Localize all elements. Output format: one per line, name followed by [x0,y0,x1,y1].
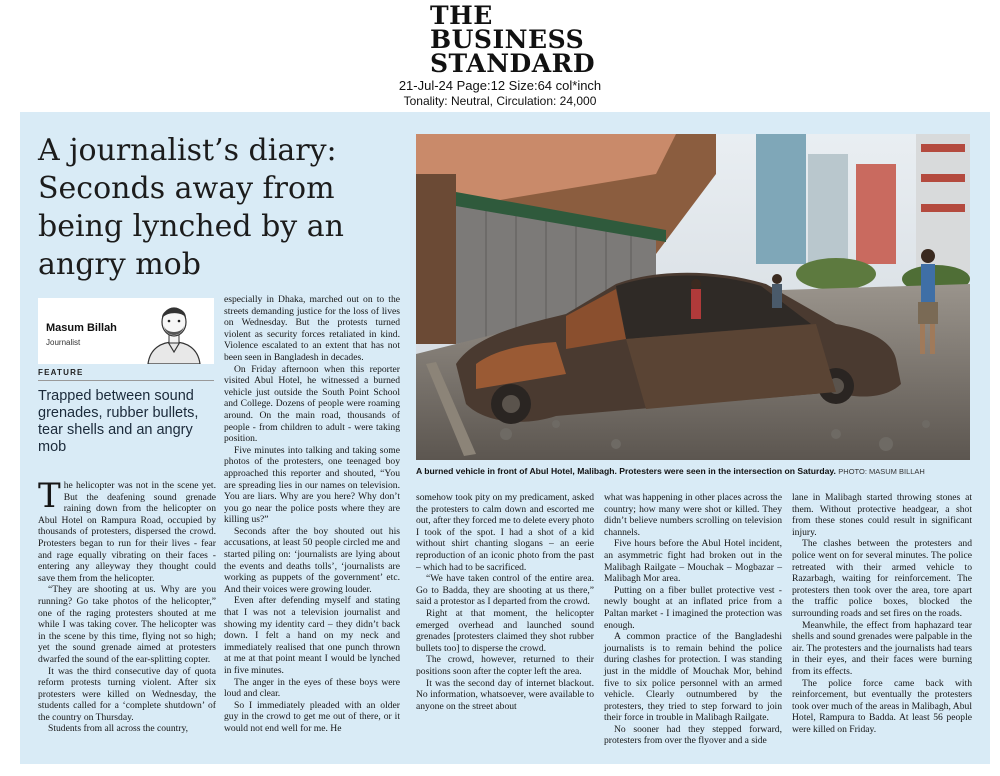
paragraph: what was happening in other places across the country; how many were shot or killed. They didn’t believe numbers scrolling on television channels. [604,492,782,538]
paragraph: Five minutes into talking and taking some photos of the protesters, one teenaged boy approached this reporter and shouted, “You are spreading lies in our names on television. You are liars. Why are you here? Why don’t you go near the police posts where they are killing us?” [224,444,400,526]
paragraph: The crowd, however, returned to their positions soon after the copter left the area. [416,654,594,677]
paragraph: Seconds after the boy shouted out his accusations, at least 50 people circled me and started piling on: ‘journalists are lying about the events and deaths tolls’, ‘journalists are working as puppets of the government’ etc. And their voices were growing louder. [224,525,400,595]
paragraph [38,476,216,584]
caption-text: A burned vehicle in front of Abul Hotel, Malibagh. Protesters were seen in the intersection on Saturday. [416,466,836,476]
body-column-4 [604,492,782,747]
author-box [38,298,214,364]
paragraph: Even after defending myself and stating that I was not a television journalist and showing my identity card – they didn’t back down. I felt a hand on my neck and immediately realised that one punch thrown at me at that point meant I would be lynched in five minutes. [224,595,400,676]
headline: A journalist’s diary: Seconds away from being lynched by an angry mob [38,133,344,282]
paragraph: The anger in the eyes of these boys were loud and clear. [224,676,400,700]
paragraph: On Friday afternoon when this reporter visited Abul Hotel, he witnessed a burned vehicle just outside the South Point School and College. Dozens of people were roaming around. On the main road, thousands of people - from children to adult - were taking position. [224,363,400,445]
paragraph: The clashes between the protesters and police went on for several minutes. The police retreated with their armed vehicle to Razarbagh, waiting for reinforcement. The protesters then took over the area, tore apart the traffic police boxes, blocked the surrounding roads and set fires on the roads. [792,538,972,619]
paragraph: Meanwhile, the effect from haphazard tear shells and sound grenades were palpable in the air. The protesters and the journalists had tears in their eyes, and their faces were burning from its effects. [792,619,972,677]
paragraph: It was the second day of internet blackout. No information, whatsoever, were available to anyone on the street about [416,677,594,712]
drop-cap: T [38,476,61,516]
paragraph: somehow took pity on my predicament, asked the protesters to calm down and escorted me out, after they forced me to delete every photo I took of the spot. I had a shot of a kid without shirt chanting slogans – an eerie reproduction of an iconic photo from the past – which had to be sacrificed. [416,492,594,573]
body-column-1 [38,476,216,735]
paragraph: Right at that moment, the helicopter emerged overhead and launched sound grenades [protesters claimed they shot rubber bullets too] to disperse the crowd. [416,607,594,654]
paragraph: Students from all across the country, [48,723,189,735]
clip-meta-tonality: Tonality: Neutral, Circulation: 24,000 [403,94,597,108]
photo-credit: PHOTO: MASUM BILLAH [838,467,925,476]
newspaper-logo [430,1,596,78]
paragraph: The police force came back with reinforcement, but eventually the protesters took over much of the areas in Malibagh, Abul Hotel, Rampura to Badda. At least 56 people were killed on Friday. [792,677,972,735]
body-column-5 [792,492,972,735]
paragraph: It was the third consecutive day of quota reform protests turning violent. After six protesters were killed on Wednesday, the students called for a ‘complete shutdown’ of the country on Thursday. [38,665,216,723]
logo-line-2: BUSINESS [430,25,585,54]
author-role: Journalist [46,338,81,347]
paragraph: Putting on a fiber bullet protective vest - newly bought at an inflated price from a Paltan market - I imagined the protection was enough. [604,584,782,631]
logo-line-1: THE [430,1,493,30]
paragraph: lane in Malibagh started throwing stones at them. Without protective headgear, a shot from these stones could result in significant injury. [792,492,972,538]
paragraph: Five hours before the Abul Hotel incident, an asymmetric fight had broken out in the Malibagh Railgate – Mouchak – Mogbazar – Malibagh Mor area. [604,538,782,585]
burned-vehicle-photo [416,134,970,460]
paragraph: No sooner had they stepped forward, protesters from over the flyover and a side [604,723,782,747]
author-name: Masum Billah [46,322,117,334]
photo-caption [416,466,976,477]
paragraph-text: he helicopter was not in the scene yet. But the deafening sound grenade raining down from the helicopter on Abul Hotel on Rampura Road, occupied by thousands of protesters, dispersed the crowd. Protesters began to run for their lives - fear and rage equally vibrating on their faces - entering any alleyway they thought could save them from the helicopter. [38,480,216,584]
body-column-2 [224,294,400,735]
masthead [0,0,1000,110]
paragraph: especially in Dhaka, marched out on to the streets demanding justice for the loss of lives on Wednesday. But the protests turned violent as security forces retaliated in kind. Violence escalated to an extent that has not been seen in Bangladesh in decades. [224,294,400,363]
paragraph: “We have taken control of the entire area. Go to Badda, they are shooting at us there,” said a protestor as I departed from the crowd. [416,573,594,608]
clip-meta-date: 21-Jul-24 Page:12 Size:64 col*inch [398,78,602,93]
paragraph: So I immediately pleaded with an older guy in the crowd to get me out of there, or it would not end well for me. He [224,699,400,734]
section-label: FEATURE [38,368,84,377]
section-divider [38,380,214,381]
paragraph: A common practice of the Bangladeshi journalists is to remain behind the police during clashes for protection. I was standing just in the middle of Mouchak Mor, behind five to six police personnel with an armed vehicle. Clearly outnumbered by the protesters, they tried to step forward to join their force in trouble in Malibagh Railgate. [604,631,782,724]
body-column-3 [416,492,594,712]
logo-line-3: STANDARD [430,49,596,78]
author-avatar-icon [138,298,210,364]
subheadline: Trapped between sound grenades, rubber bullets, tear shells and an angry mob [38,388,199,455]
paragraph: “They are shooting at us. Why are you running? Go take photos of the helicopter,” one of the raging protesters shouted at me while I was taking cover. The helicopter was in the scene by this time, flying not so high; yet the sound grenade aimed at protesters dwarfed the sound of the ear-splitting copter. [38,584,216,665]
article-clip [20,112,990,764]
